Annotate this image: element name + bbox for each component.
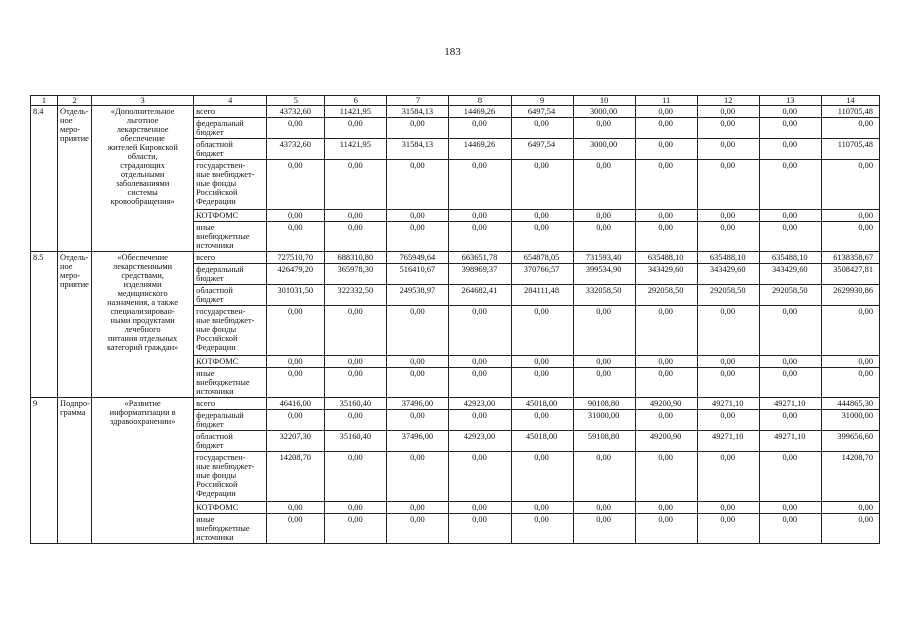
amount-cell: 731593,40 [573,252,635,264]
item-name: «Дополнительное льготное лекарственное обеспечение жителей Кировской области, страдающих отдельными заболеваниями системы кровообращения» [92,106,194,252]
amount-cell: 3508427,81 [821,264,879,285]
funding-source: областной бюджет [194,139,267,160]
amount-cell: 0,00 [759,368,821,398]
amount-cell: 0,00 [635,514,697,544]
item-type: Подпро- грамма [58,398,92,544]
item-type: Отдель- ное меро- приятие [58,252,92,398]
amount-cell: 0,00 [387,356,449,368]
amount-cell: 663651,78 [449,252,511,264]
amount-cell: 0,00 [267,210,325,222]
amount-cell: 14469,26 [449,106,511,118]
amount-cell: 0,00 [573,452,635,502]
amount-cell: 0,00 [759,118,821,139]
item-name: «Развитие информатизации в здравоохранении» [92,398,194,544]
amount-cell: 0,00 [821,514,879,544]
amount-cell: 444865,30 [821,398,879,410]
amount-cell: 0,00 [511,356,573,368]
amount-cell: 11421,95 [325,139,387,160]
amount-cell: 31000,00 [573,410,635,431]
amount-cell: 0,00 [635,452,697,502]
amount-cell: 0,00 [821,160,879,210]
amount-cell: 3000,00 [573,106,635,118]
column-number: 4 [194,96,267,106]
amount-cell: 0,00 [325,452,387,502]
amount-cell: 426479,20 [267,264,325,285]
item-type: Отдель- ное меро- приятие [58,106,92,252]
amount-cell: 46416,00 [267,398,325,410]
item-number: 8.4 [31,106,58,252]
amount-cell: 45018,00 [511,398,573,410]
amount-cell: 343429,60 [697,264,759,285]
amount-cell: 635488,10 [697,252,759,264]
amount-cell: 0,00 [449,222,511,252]
amount-cell: 0,00 [387,452,449,502]
amount-cell: 516410,67 [387,264,449,285]
amount-cell: 0,00 [325,368,387,398]
amount-cell: 43732,60 [267,139,325,160]
amount-cell: 0,00 [511,160,573,210]
amount-cell: 343429,60 [759,264,821,285]
amount-cell: 0,00 [635,502,697,514]
amount-cell: 0,00 [267,368,325,398]
table-row [31,252,880,264]
amount-cell: 0,00 [449,410,511,431]
funding-source: федеральный бюджет [194,264,267,285]
amount-cell: 0,00 [325,356,387,368]
amount-cell: 0,00 [759,106,821,118]
amount-cell: 0,00 [267,222,325,252]
amount-cell: 6138358,67 [821,252,879,264]
amount-cell: 0,00 [573,306,635,356]
amount-cell: 0,00 [449,368,511,398]
amount-cell: 0,00 [573,368,635,398]
budget-table [30,95,880,544]
amount-cell: 11421,95 [325,106,387,118]
table-row [31,106,880,118]
amount-cell: 0,00 [697,452,759,502]
funding-source: всего [194,106,267,118]
amount-cell: 284111,48 [511,285,573,306]
amount-cell: 0,00 [759,410,821,431]
funding-source: КОТФОМС [194,356,267,368]
amount-cell: 0,00 [635,118,697,139]
amount-cell: 343429,60 [635,264,697,285]
amount-cell: 0,00 [449,356,511,368]
amount-cell: 0,00 [325,502,387,514]
amount-cell: 0,00 [759,502,821,514]
item-number: 8.5 [31,252,58,398]
column-number: 10 [573,96,635,106]
column-number: 6 [325,96,387,106]
amount-cell: 110705,48 [821,106,879,118]
amount-cell: 0,00 [267,356,325,368]
amount-cell: 0,00 [387,306,449,356]
amount-cell: 0,00 [511,368,573,398]
amount-cell: 49271,10 [697,431,759,452]
amount-cell: 0,00 [697,222,759,252]
amount-cell: 37496,00 [387,398,449,410]
amount-cell: 0,00 [511,514,573,544]
amount-cell: 0,00 [325,118,387,139]
amount-cell: 0,00 [759,139,821,160]
amount-cell: 0,00 [325,210,387,222]
amount-cell: 0,00 [821,368,879,398]
amount-cell: 0,00 [387,118,449,139]
amount-cell: 635488,10 [635,252,697,264]
amount-cell: 0,00 [325,160,387,210]
amount-cell: 0,00 [449,514,511,544]
table-row [31,398,880,410]
funding-source: КОТФОМС [194,502,267,514]
amount-cell: 90108,80 [573,398,635,410]
amount-cell: 0,00 [635,306,697,356]
amount-cell: 35160,40 [325,431,387,452]
funding-source: иные внебюджетные источники [194,222,267,252]
amount-cell: 0,00 [387,410,449,431]
amount-cell: 322332,50 [325,285,387,306]
amount-cell: 0,00 [635,222,697,252]
amount-cell: 0,00 [697,210,759,222]
amount-cell: 0,00 [697,356,759,368]
amount-cell: 399534,90 [573,264,635,285]
column-number: 3 [92,96,194,106]
amount-cell: 292058,50 [697,285,759,306]
amount-cell: 0,00 [511,118,573,139]
amount-cell: 0,00 [267,306,325,356]
amount-cell: 0,00 [635,160,697,210]
amount-cell: 14469,26 [449,139,511,160]
page-number: 183 [444,46,461,58]
amount-cell: 31000,00 [821,410,879,431]
amount-cell: 264682,41 [449,285,511,306]
amount-cell: 59108,80 [573,431,635,452]
amount-cell: 0,00 [387,222,449,252]
amount-cell: 0,00 [387,514,449,544]
amount-cell: 0,00 [511,452,573,502]
amount-cell: 0,00 [387,210,449,222]
amount-cell: 0,00 [267,410,325,431]
column-number: 9 [511,96,573,106]
amount-cell: 0,00 [511,410,573,431]
amount-cell: 0,00 [697,368,759,398]
amount-cell: 35160,40 [325,398,387,410]
amount-cell: 3000,00 [573,139,635,160]
amount-cell: 0,00 [635,368,697,398]
amount-cell: 45018,00 [511,431,573,452]
amount-cell: 688310,80 [325,252,387,264]
amount-cell: 0,00 [697,502,759,514]
amount-cell: 31584,13 [387,106,449,118]
amount-cell: 31584,13 [387,139,449,160]
amount-cell: 0,00 [325,222,387,252]
amount-cell: 0,00 [573,514,635,544]
amount-cell: 32207,30 [267,431,325,452]
funding-source: иные внебюджетные источники [194,368,267,398]
amount-cell: 765949,64 [387,252,449,264]
amount-cell: 0,00 [697,139,759,160]
column-number: 11 [635,96,697,106]
amount-cell: 301031,50 [267,285,325,306]
funding-source: федеральный бюджет [194,410,267,431]
amount-cell: 0,00 [573,160,635,210]
amount-cell: 332058,50 [573,285,635,306]
column-number-row [31,96,880,106]
amount-cell: 0,00 [449,210,511,222]
funding-source: государствен- ные внебюджет- ные фонды Российской Федерации [194,306,267,356]
amount-cell: 0,00 [759,222,821,252]
amount-cell: 6497,54 [511,106,573,118]
item-number: 9 [31,398,58,544]
amount-cell: 0,00 [759,306,821,356]
amount-cell: 0,00 [697,160,759,210]
column-number: 12 [697,96,759,106]
amount-cell: 0,00 [821,210,879,222]
amount-cell: 110705,48 [821,139,879,160]
funding-source: федеральный бюджет [194,118,267,139]
amount-cell: 635488,10 [759,252,821,264]
amount-cell: 249538,97 [387,285,449,306]
amount-cell: 0,00 [449,118,511,139]
amount-cell: 2629930,86 [821,285,879,306]
funding-source: всего [194,398,267,410]
amount-cell: 6497,54 [511,139,573,160]
column-number: 8 [449,96,511,106]
funding-source: областной бюджет [194,285,267,306]
amount-cell: 0,00 [325,306,387,356]
amount-cell: 0,00 [821,502,879,514]
amount-cell: 0,00 [267,160,325,210]
amount-cell: 0,00 [267,118,325,139]
amount-cell: 43732,60 [267,106,325,118]
amount-cell: 0,00 [267,514,325,544]
amount-cell: 370766,57 [511,264,573,285]
column-number: 2 [58,96,92,106]
amount-cell: 49271,10 [697,398,759,410]
amount-cell: 292058,50 [759,285,821,306]
amount-cell: 365978,30 [325,264,387,285]
amount-cell: 0,00 [511,502,573,514]
amount-cell: 0,00 [759,514,821,544]
amount-cell: 0,00 [387,502,449,514]
amount-cell: 0,00 [573,356,635,368]
amount-cell: 0,00 [697,410,759,431]
amount-cell: 42923,00 [449,398,511,410]
amount-cell: 14208,70 [821,452,879,502]
amount-cell: 0,00 [821,118,879,139]
amount-cell: 0,00 [697,106,759,118]
amount-cell: 0,00 [697,118,759,139]
amount-cell: 0,00 [573,210,635,222]
amount-cell: 0,00 [267,502,325,514]
column-number: 1 [31,96,58,106]
amount-cell: 0,00 [449,452,511,502]
amount-cell: 0,00 [759,160,821,210]
amount-cell: 292058,50 [635,285,697,306]
amount-cell: 0,00 [635,139,697,160]
amount-cell: 0,00 [635,210,697,222]
amount-cell: 14208,70 [267,452,325,502]
amount-cell: 399656,60 [821,431,879,452]
amount-cell: 0,00 [511,222,573,252]
amount-cell: 49271,10 [759,431,821,452]
amount-cell: 0,00 [449,502,511,514]
amount-cell: 0,00 [635,356,697,368]
column-number: 14 [821,96,879,106]
amount-cell: 0,00 [697,514,759,544]
amount-cell: 0,00 [573,222,635,252]
funding-source: иные внебюджетные источники [194,514,267,544]
amount-cell: 0,00 [511,210,573,222]
amount-cell: 0,00 [821,306,879,356]
funding-source: государствен- ные внебюджет- ные фонды Российской Федерации [194,160,267,210]
amount-cell: 49271,10 [759,398,821,410]
funding-source: областной бюджет [194,431,267,452]
amount-cell: 0,00 [759,210,821,222]
funding-source: КОТФОМС [194,210,267,222]
amount-cell: 0,00 [449,160,511,210]
amount-cell: 0,00 [387,160,449,210]
amount-cell: 0,00 [573,118,635,139]
amount-cell: 49200,90 [635,431,697,452]
funding-source: государствен- ные внебюджет- ные фонды Российской Федерации [194,452,267,502]
amount-cell: 0,00 [325,514,387,544]
amount-cell: 654878,05 [511,252,573,264]
column-number: 13 [759,96,821,106]
amount-cell: 49200,90 [635,398,697,410]
amount-cell: 0,00 [387,368,449,398]
amount-cell: 0,00 [449,306,511,356]
amount-cell: 0,00 [635,106,697,118]
item-name: «Обеспечение лекарственными средствами, изделиями медицинского назначения, а также специализирован- ными продуктами лечебного питания отдельных категорий граждан» [92,252,194,398]
amount-cell: 0,00 [821,222,879,252]
amount-cell: 0,00 [759,452,821,502]
amount-cell: 727510,70 [267,252,325,264]
amount-cell: 0,00 [635,410,697,431]
amount-cell: 42923,00 [449,431,511,452]
amount-cell: 0,00 [759,356,821,368]
funding-source: всего [194,252,267,264]
amount-cell: 37496,00 [387,431,449,452]
amount-cell: 0,00 [325,410,387,431]
column-number: 7 [387,96,449,106]
amount-cell: 0,00 [511,306,573,356]
amount-cell: 0,00 [697,306,759,356]
column-number: 5 [267,96,325,106]
amount-cell: 0,00 [573,502,635,514]
amount-cell: 0,00 [821,356,879,368]
amount-cell: 398969,37 [449,264,511,285]
